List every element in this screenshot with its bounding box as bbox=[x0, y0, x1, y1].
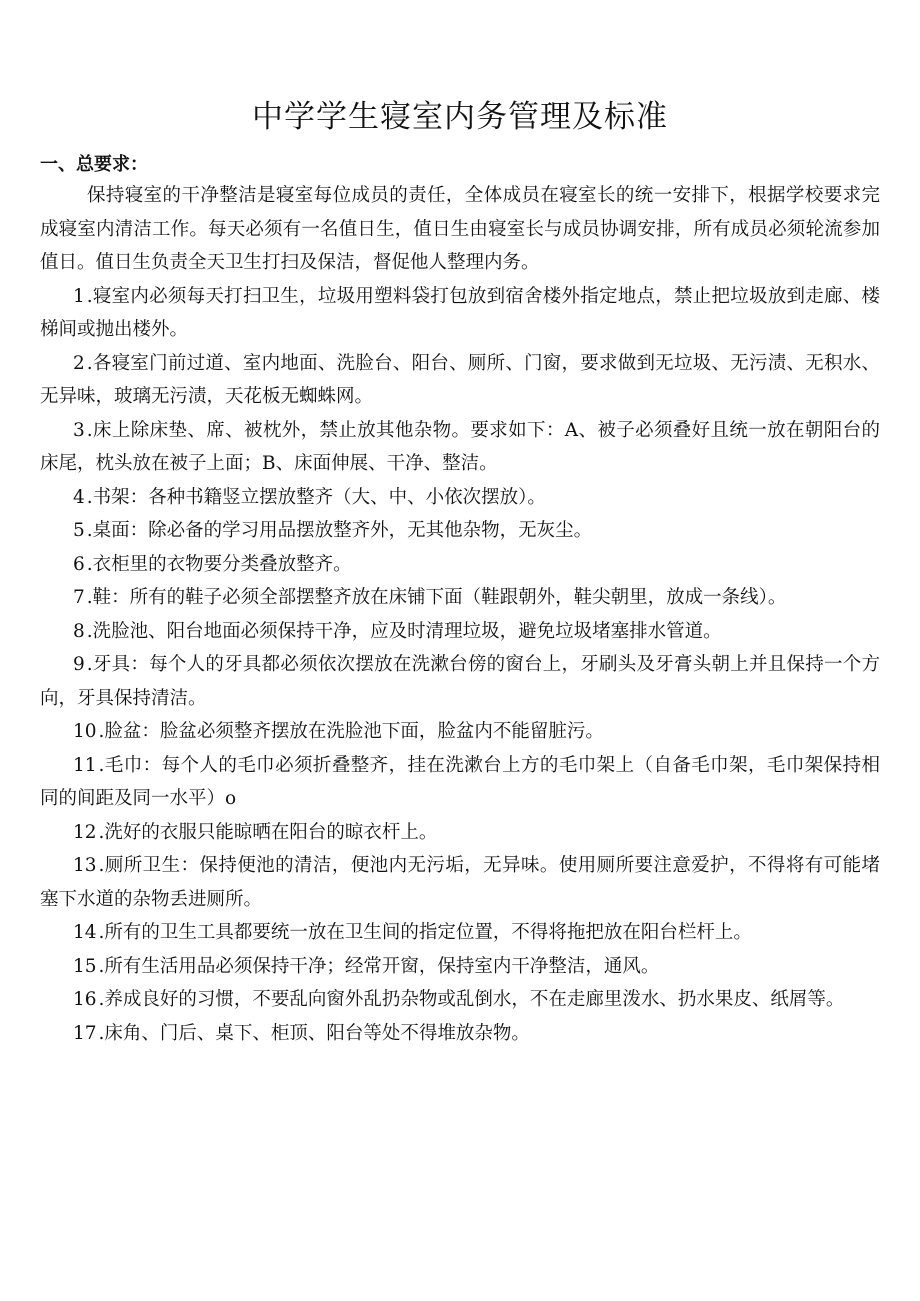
rule-text: .鞋：所有的鞋子必须全部摆整齐放在床铺下面（鞋跟朝外，鞋尖朝里，放成一条线）。 bbox=[86, 587, 787, 608]
rule-item bbox=[40, 749, 880, 816]
rule-number: 4 bbox=[73, 486, 85, 508]
rule-text: .牙具：每个人的牙具都必须依次摆放在洗漱台傍的窗台上，牙刷头及牙膏头朝上并且保持一个方向，牙具保持清洁。 bbox=[40, 654, 880, 709]
rule-item bbox=[40, 715, 880, 749]
rule-number: 15 bbox=[73, 955, 97, 977]
rule-text: .脸盆：脸盆必须整齐摆放在洗脸池下面，脸盆内不能留脏污。 bbox=[98, 721, 604, 742]
rule-text: .床上除床垫、席、被枕外，禁止放其他杂物。要求如下：A、被子必须叠好且统一放在朝阳台的床尾，枕头放在被子上面；B、床面伸展、干净、整洁。 bbox=[40, 419, 880, 474]
rule-text: .所有的卫生工具都要统一放在卫生间的指定位置，不得将拖把放在阳台栏杆上。 bbox=[98, 922, 752, 943]
rule-item bbox=[40, 548, 880, 582]
rule-item bbox=[40, 1017, 880, 1051]
rule-text: .洗好的衣服只能晾晒在阳台的晾衣杆上。 bbox=[98, 821, 438, 843]
rule-number: 11 bbox=[73, 754, 97, 776]
rule-item bbox=[40, 648, 880, 715]
rule-number: 16 bbox=[73, 989, 97, 1010]
document-body bbox=[40, 179, 880, 1050]
rule-number: 12 bbox=[73, 821, 97, 843]
rule-item bbox=[40, 414, 880, 481]
rule-text: .洗脸池、阳台地面必须保持干净，应及时清理垃圾，避免垃圾堵塞排水管道。 bbox=[86, 620, 722, 642]
rule-text: .厕所卫生：保持便池的清洁，便池内无污垢，无异味。使用厕所要注意爱护，不得将有可能堵塞下水道的杂物丢进厕所。 bbox=[40, 855, 880, 910]
intro-paragraph: 保持寝室的干净整洁是寝室每位成员的责任，全体成员在寝室长的统一安排下，根据学校要求完成寝室内清洁工作。每天必须有一名值日生，值日生由寝室长与成员协调安排，所有成员必须轮流参加值日。值日生负责全天卫生打扫及保洁，督促他人整理内务。 bbox=[40, 185, 880, 273]
rule-text: .床角、门后、桌下、柜顶、阳台等处不得堆放杂物。 bbox=[98, 1022, 530, 1044]
rule-item bbox=[40, 950, 880, 984]
rule-item bbox=[40, 581, 880, 615]
rule-item bbox=[40, 983, 880, 1017]
rule-item bbox=[40, 849, 880, 916]
rule-item bbox=[40, 615, 880, 649]
rule-item bbox=[40, 916, 880, 950]
rule-number: 3 bbox=[73, 419, 85, 441]
rule-item bbox=[40, 347, 880, 414]
rule-item bbox=[40, 481, 880, 515]
rule-number: 10 bbox=[73, 721, 97, 742]
rule-number: 8 bbox=[73, 620, 85, 642]
rule-text: .各寝室门前过道、室内地面、洗脸台、阳台、厕所、门窗，要求做到无垃圾、无污渍、无积水、无异味，玻璃无污渍，天花板无蜘蛛网。 bbox=[40, 352, 880, 407]
rule-number: 2 bbox=[73, 352, 85, 374]
rule-number: 7 bbox=[73, 587, 85, 608]
page-title: 中学学生寝室内务管理及标准 bbox=[252, 98, 668, 135]
rule-number: 13 bbox=[73, 855, 97, 876]
rule-item bbox=[40, 280, 880, 347]
rule-number: 17 bbox=[73, 1022, 97, 1044]
rule-number: 1 bbox=[73, 285, 85, 307]
rule-number: 9 bbox=[73, 654, 85, 675]
rule-item bbox=[40, 514, 880, 548]
section-heading: 一、总要求： bbox=[40, 154, 148, 175]
rule-text: .毛巾：每个人的毛巾必须折叠整齐，挂在洗漱台上方的毛巾架上（自备毛巾架，毛巾架保持相同的间距及同一水平）o bbox=[40, 754, 880, 809]
rule-text: .所有生活用品必须保持干净；经常开窗，保持室内干净整洁，通风。 bbox=[98, 955, 660, 977]
rule-text: .衣柜里的衣物要分类叠放整齐。 bbox=[86, 553, 352, 575]
rule-text: .养成良好的习惯，不要乱向窗外乱扔杂物或乱倒水，不在走廊里泼水、扔水果皮、纸屑等。 bbox=[98, 989, 845, 1010]
rule-number: 14 bbox=[73, 922, 97, 943]
rule-number: 5 bbox=[73, 520, 85, 541]
rule-text: .寝室内必须每天打扫卫生，垃圾用塑料袋打包放到宿舍楼外指定地点，禁止把垃圾放到走廊、楼梯间或抛出楼外。 bbox=[40, 285, 880, 340]
rule-number: 6 bbox=[73, 553, 85, 575]
rule-text: .桌面：除必备的学习用品摆放整齐外，无其他杂物，无灰尘。 bbox=[86, 520, 593, 541]
rule-text: .书架：各种书籍竖立摆放整齐（大、中、小依次摆放）。 bbox=[86, 486, 546, 508]
rule-item bbox=[40, 816, 880, 850]
